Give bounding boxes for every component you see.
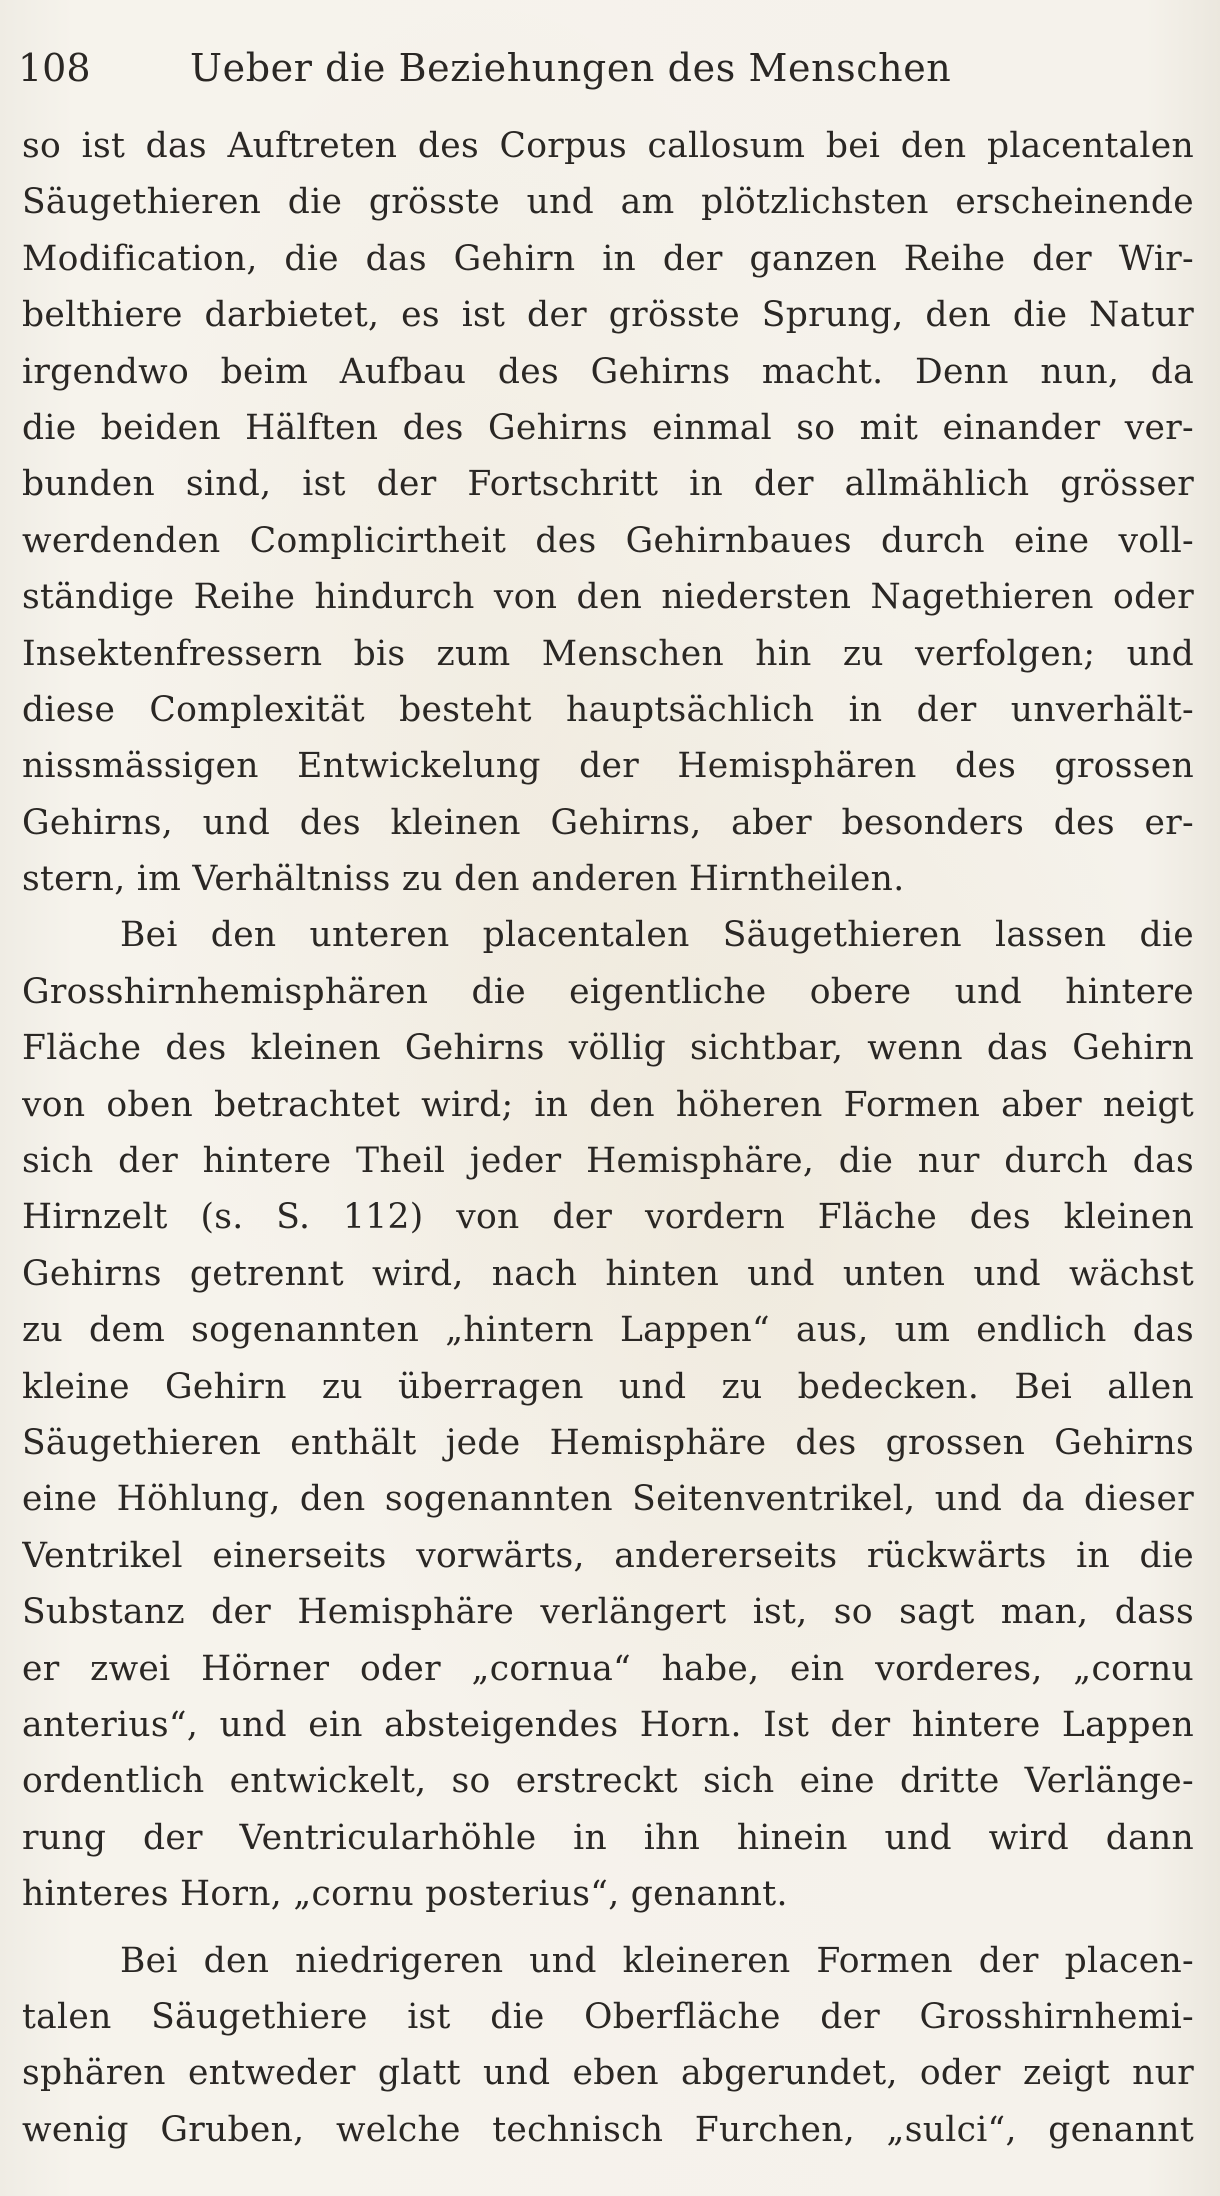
text-line: Hirnzelt (s. S. 112) von der vordern Fläche des kleinen — [22, 1197, 1194, 1238]
text-line: Gehirns getrennt wird, nach hinten und unten und wächst — [22, 1253, 1194, 1294]
text-line: er zwei Hörner oder „cornua“ habe, ein vorderes, „cornu — [22, 1648, 1194, 1689]
text-line: sich der hintere Theil jeder Hemisphäre, die nur durch das — [22, 1141, 1194, 1182]
text-line: Grosshirnhemisphären die eigentliche obere und hintere — [22, 971, 1194, 1012]
text-line: Modification, die das Gehirn in der ganzen Reihe der Wir- — [22, 238, 1194, 279]
text-line: kleine Gehirn zu überragen und zu bedecken. Bei allen — [22, 1366, 1194, 1407]
text-line: Gehirns, und des kleinen Gehirns, aber besonders des er- — [22, 802, 1194, 843]
body-text — [22, 118, 1194, 2158]
text-line: stern, im Verhältniss zu den anderen Hirntheilen. — [22, 859, 905, 900]
text-line: anterius“, und ein absteigendes Horn. Ist der hintere Lappen — [22, 1704, 1194, 1745]
page-number: 108 — [18, 46, 91, 90]
running-title: Ueber die Beziehungen des Menschen — [190, 46, 952, 90]
text-line: Bei den unteren placentalen Säugethieren lassen die — [120, 915, 1194, 956]
text-line: sphären entweder glatt und eben abgerundet, oder zeigt nur — [22, 2053, 1194, 2094]
text-line: talen Säugethiere ist die Oberfläche der Grosshirnhemi- — [22, 1996, 1194, 2037]
text-line: diese Complexität besteht hauptsächlich in der unverhält- — [22, 689, 1194, 730]
text-line: Säugethieren enthält jede Hemisphäre des grossen Gehirns — [22, 1422, 1194, 1463]
text-line: Insektenfressern bis zum Menschen hin zu verfolgen; und — [22, 633, 1194, 674]
paragraph-spacer — [22, 1923, 1194, 1933]
text-line: so ist das Auftreten des Corpus callosum bei den placentalen — [22, 126, 1194, 166]
text-line: Bei den niedrigeren und kleineren Formen der placen- — [120, 1940, 1194, 1981]
text-line: nissmässigen Entwickelung der Hemisphären des grossen — [22, 746, 1194, 787]
text-line: Säugethieren die grösste und am plötzlichsten erscheinende — [22, 182, 1194, 223]
text-line: zu dem sogenannten „hintern Lappen“ aus, um endlich das — [22, 1310, 1194, 1351]
page-header — [18, 38, 1208, 98]
text-line: von oben betrachtet wird; in den höheren Formen aber neigt — [22, 1084, 1194, 1125]
text-line: Substanz der Hemisphäre verlängert ist, so sagt man, dass — [22, 1592, 1194, 1633]
text-line: Fläche des kleinen Gehirns völlig sichtbar, wenn das Gehirn — [22, 1028, 1194, 1069]
text-line: eine Höhlung, den sogenannten Seitenventrikel, und da dieser — [22, 1479, 1194, 1520]
text-line: die beiden Hälften des Gehirns einmal so mit einander ver- — [22, 407, 1194, 448]
text-line: ordentlich entwickelt, so erstreckt sich eine dritte Verlänge- — [22, 1761, 1194, 1802]
text-line: rung der Ventricularhöhle in ihn hinein und wird dann — [22, 1817, 1194, 1858]
text-line: wenig Gruben, welche technisch Furchen, „sulci“, genannt — [22, 2109, 1194, 2150]
text-line: irgendwo beim Aufbau des Gehirns macht. Denn nun, da — [22, 351, 1194, 392]
text-line: belthiere darbietet, es ist der grösste Sprung, den die Natur — [22, 295, 1194, 336]
text-line: Ventrikel einerseits vorwärts, andererseits rückwärts in die — [22, 1535, 1194, 1576]
text-line: werdenden Complicirtheit des Gehirnbaues durch eine voll- — [22, 520, 1194, 561]
text-line: bunden sind, ist der Fortschritt in der allmählich grösser — [22, 464, 1194, 505]
text-line: ständige Reihe hindurch von den niedersten Nagethieren oder — [22, 577, 1194, 618]
text-line: hinteres Horn, „cornu posterius“, genannt. — [22, 1874, 788, 1915]
